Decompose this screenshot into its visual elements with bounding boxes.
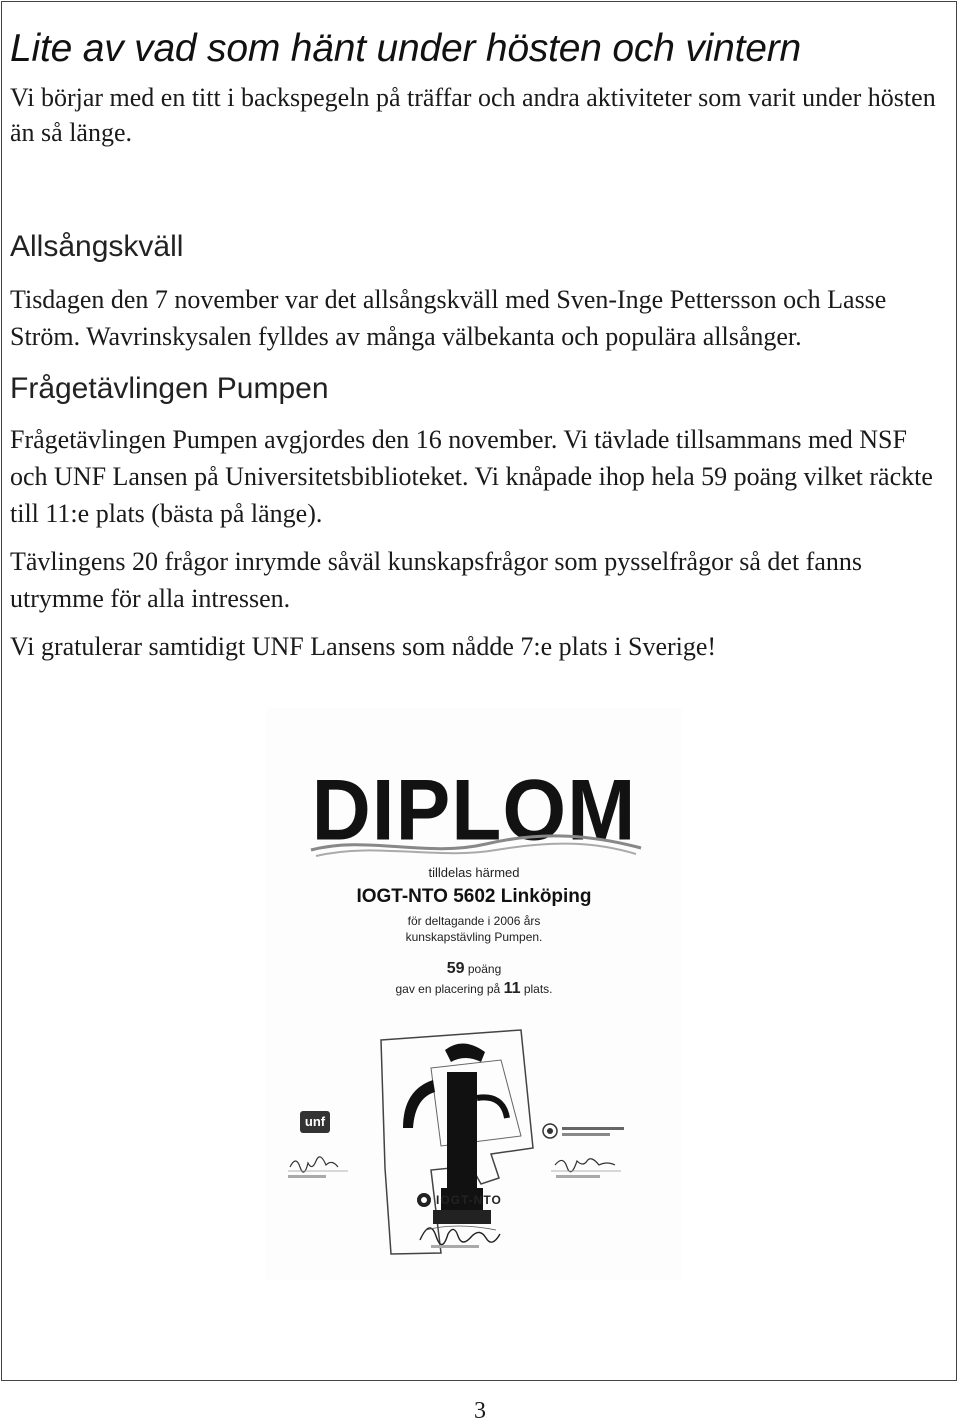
diploma-placement-suffix: plats. xyxy=(523,982,553,996)
diploma-placement-value: 11 xyxy=(503,980,521,997)
section-paragraph: Vi gratulerar samtidigt UNF Lansens som nådde 7:e plats i Sverige! xyxy=(10,632,717,661)
signature-caption-graphic xyxy=(431,1244,481,1250)
signature-caption-graphic xyxy=(288,1174,328,1180)
signature-icon xyxy=(551,1153,621,1173)
diploma-image xyxy=(266,708,682,1280)
diploma-organization: IOGT-NTO 5602 Linköping xyxy=(356,886,592,907)
diploma-for-line-1: för deltagande i 2006 års xyxy=(407,914,541,928)
signature-caption-graphic xyxy=(556,1174,602,1180)
swoosh-icon xyxy=(306,830,646,860)
section-paragraph: Frågetävlingen Pumpen avgjordes den 16 november. Vi tävlade tillsammans med NSF och UNF Lansen på Universitetsbiblioteket. Vi knåpade ihop hela 59 poäng vilket räckte till 11:e plats (bästa på länge). xyxy=(10,425,933,528)
seal-icon xyxy=(416,1192,432,1208)
page-number: 3 xyxy=(474,1398,486,1424)
diploma-for-line-2: kunskapstävling Pumpen. xyxy=(405,930,543,944)
diploma-placement xyxy=(266,980,682,998)
signature-icon xyxy=(288,1153,348,1173)
iogt-nto-logo: IOGT-NTO xyxy=(436,1193,502,1207)
unf-logo: unf xyxy=(300,1111,330,1133)
diploma-awarded-line: tilldelas härmed xyxy=(428,865,520,880)
section-heading-allsangskvall: Allsångskväll xyxy=(10,230,184,263)
section-heading-fragetavlingen: Frågetävlingen Pumpen xyxy=(10,372,329,405)
article-intro: Vi börjar med en titt i backspegeln på träffar och andra aktiviteter som varit under hösten än så länge. xyxy=(10,83,936,147)
section-paragraph: Tisdagen den 7 november var det allsångskväll med Sven-Inge Pettersson och Lasse Ström. Wavrinskysalen fylldes av många välbekanta och populära allsånger. xyxy=(10,285,887,351)
diploma-points-value: 59 xyxy=(446,960,465,977)
diploma-points xyxy=(266,960,682,978)
diploma-title: DIPLOM xyxy=(311,762,637,859)
signature-icon xyxy=(416,1218,506,1246)
article-title: Lite av vad som hänt under hösten och vintern xyxy=(10,27,801,70)
seal-icon xyxy=(542,1123,558,1139)
diploma-points-label: poäng xyxy=(467,962,502,976)
section-paragraph: Tävlingens 20 frågor inrymde såväl kunskapsfrågor som pysselfrågor så det fanns utrymme för alla intressen. xyxy=(10,547,862,613)
diploma-placement-prefix: gav en placering på xyxy=(395,982,501,996)
article xyxy=(10,26,940,665)
organization-text-graphic xyxy=(562,1126,642,1138)
